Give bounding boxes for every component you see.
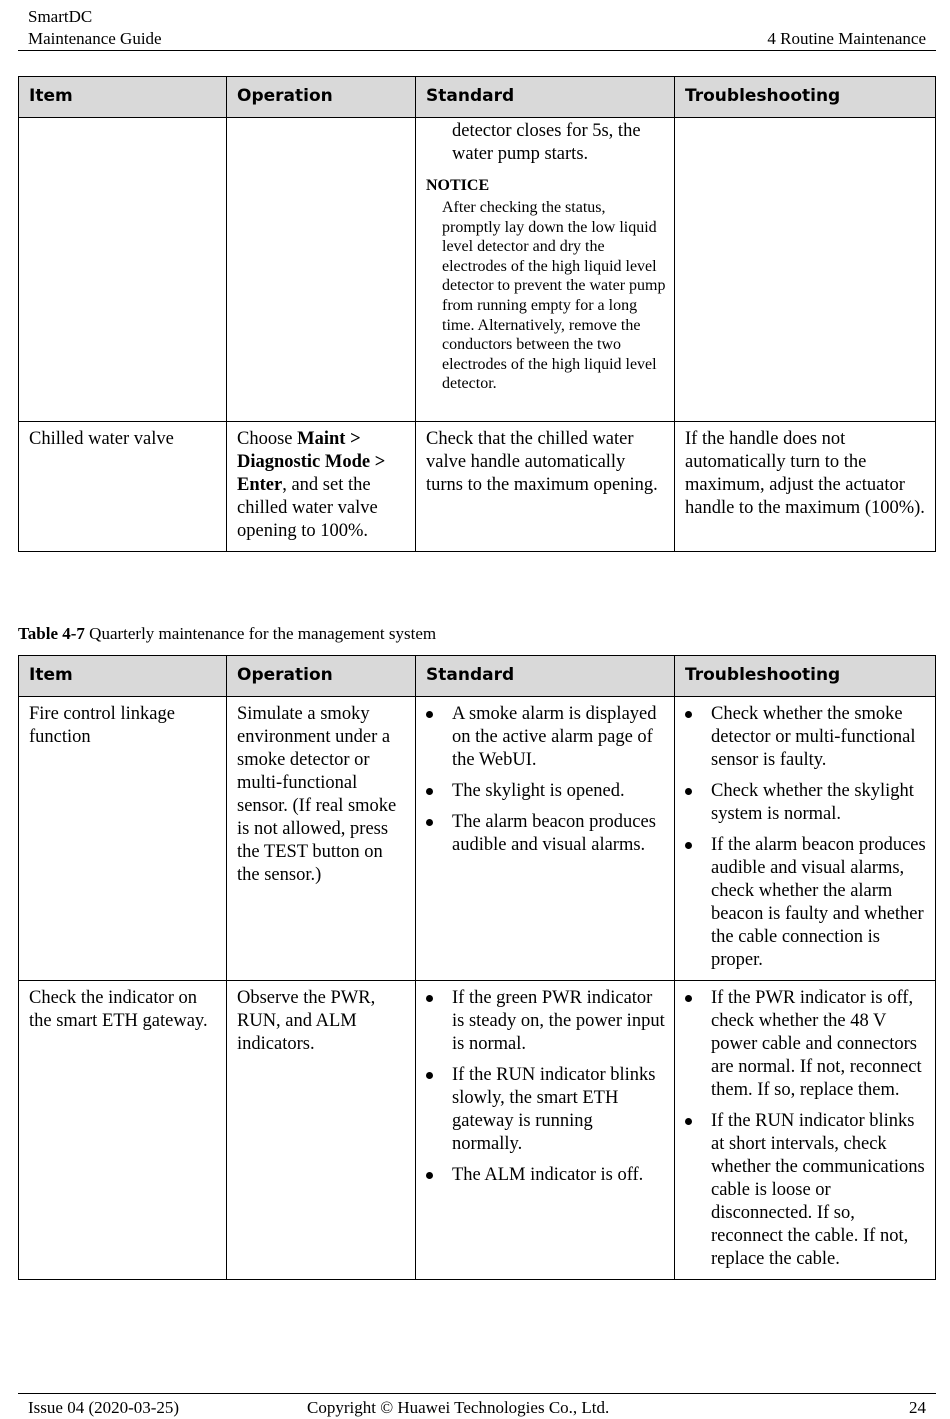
header-chapter: 4 Routine Maintenance (767, 29, 926, 48)
table-caption-label: Table 4-7 (18, 624, 85, 643)
footer-copyright: Copyright © Huawei Technologies Co., Ltd. (307, 1398, 610, 1417)
cell-item: Chilled water valve (19, 422, 227, 552)
quarterly-maintenance-table (18, 655, 936, 1280)
col-header-standard: Standard (416, 77, 675, 118)
bullet-icon (685, 788, 692, 795)
cell-standard (416, 118, 675, 422)
op-suffix: , and set the chilled water valve opening to 100%. (237, 475, 378, 541)
cell-standard: Check that the chilled water valve handle automatically turns to the maximum opening. (416, 422, 675, 552)
standard-continued-text: detector closes for 5s, the water pump starts. (452, 121, 641, 164)
list-item: Check whether the smoke detector or multi-functional sensor is faulty. (685, 703, 927, 772)
cell-troubleshooting: If the handle does not automatically turn to the maximum, adjust the actuator handle to the maximum (100%). (675, 422, 936, 552)
list-item: If the alarm beacon produces audible and visual alarms, check whether the alarm beacon is faulty and whether the cable connection is proper. (685, 834, 927, 972)
cell-operation (227, 118, 416, 422)
bullet-icon (685, 842, 692, 849)
col-header-item: Item (19, 656, 227, 697)
bullet-icon (685, 1118, 692, 1125)
table-row (19, 697, 936, 981)
cell-item: Fire control linkage function (19, 697, 227, 981)
list-item: If the PWR indicator is off, check whether the 48 V power cable and connectors are normal. If not, reconnect them. If so, replace them. (685, 987, 927, 1102)
list-item: If the RUN indicator blinks slowly, the smart ETH gateway is running normally. (426, 1064, 666, 1156)
footer-divider (18, 1393, 936, 1394)
table-caption-text: Quarterly maintenance for the management system (84, 624, 437, 643)
cell-standard (416, 981, 675, 1280)
header-product: SmartDC (28, 7, 93, 26)
troubleshooting-list (685, 987, 927, 1271)
cell-troubleshooting (675, 697, 936, 981)
bullet-icon (426, 1072, 433, 1079)
table-row (19, 118, 936, 422)
menu-maint: Maint (297, 429, 346, 449)
cell-operation: Observe the PWR, RUN, and ALM indicators. (227, 981, 416, 1280)
menu-separator: > (345, 429, 361, 449)
cell-troubleshooting (675, 118, 936, 422)
troubleshooting-list (685, 703, 927, 972)
table-header-row (19, 77, 936, 118)
cell-operation: Simulate a smoky environment under a smoke detector or multi-functional sensor. (If real smoke is not allowed, press the TEST button on the sensor.) (227, 697, 416, 981)
cell-item: Check the indicator on the smart ETH gateway. (19, 981, 227, 1280)
col-header-troubleshooting: Troubleshooting (675, 656, 936, 697)
bullet-icon (426, 711, 433, 718)
op-prefix: Choose (237, 429, 298, 449)
list-item: If the green PWR indicator is steady on, the power input is normal. (426, 987, 666, 1056)
table-row (19, 981, 936, 1280)
footer-issue: Issue 04 (2020-03-25) (28, 1398, 180, 1417)
list-item: The skylight is opened. (426, 780, 666, 803)
col-header-operation: Operation (227, 656, 416, 697)
continued-maintenance-table (18, 76, 936, 552)
cell-standard (416, 697, 675, 981)
col-header-item: Item (19, 77, 227, 118)
cell-operation (227, 422, 416, 552)
col-header-operation: Operation (227, 77, 416, 118)
menu-diagnostic-mode: Diagnostic Mode (237, 452, 371, 472)
header-divider (18, 50, 936, 51)
header-doc-title: Maintenance Guide (28, 29, 162, 48)
bullet-icon (685, 711, 692, 718)
list-item: A smoke alarm is displayed on the active alarm page of the WebUI. (426, 703, 666, 772)
standard-list (426, 703, 666, 857)
notice-label: NOTICE (426, 177, 490, 194)
menu-separator: > (370, 452, 386, 472)
table-header-row (19, 656, 936, 697)
col-header-standard: Standard (416, 656, 675, 697)
standard-list (426, 987, 666, 1187)
col-header-troubleshooting: Troubleshooting (675, 77, 936, 118)
cell-item (19, 118, 227, 422)
bullet-icon (426, 995, 433, 1002)
list-item: Check whether the skylight system is normal. (685, 780, 927, 826)
table-row (19, 422, 936, 552)
cell-troubleshooting (675, 981, 936, 1280)
list-item: The alarm beacon produces audible and visual alarms. (426, 811, 666, 857)
list-item: If the RUN indicator blinks at short intervals, check whether the communications cable is loose or disconnected. If so, reconnect the cable. If not, replace the cable. (685, 1110, 927, 1271)
menu-enter: Enter (237, 475, 283, 495)
list-item: The ALM indicator is off. (426, 1164, 666, 1187)
table-caption (18, 623, 436, 645)
bullet-icon (426, 788, 433, 795)
bullet-icon (685, 995, 692, 1002)
bullet-icon (426, 819, 433, 826)
notice-text: After checking the status, promptly lay down the low liquid level detector and dry the electrodes of the high liquid level detector to prevent the water pump from running empty for a long time. Alternatively, remove the conductors between the two electrodes of the high liquid level detector. (442, 199, 666, 393)
bullet-icon (426, 1172, 433, 1179)
page-number: 24 (909, 1398, 926, 1417)
